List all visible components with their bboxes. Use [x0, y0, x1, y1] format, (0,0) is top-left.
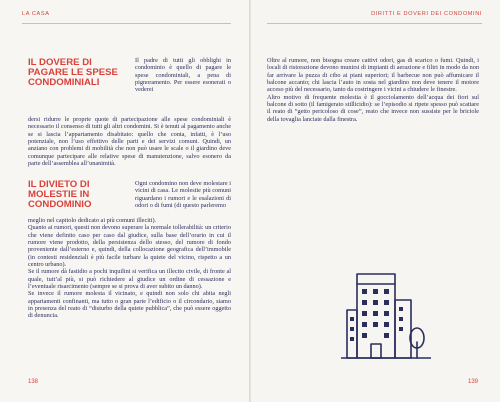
section-heading-molestie: IL DIVIETO DI MOLESTIE IN CONDOMINIO [28, 179, 92, 211]
right-page [251, 0, 500, 402]
left-page [0, 0, 249, 402]
section-intro-molestie: Ogni condomino non deve molestare i vicini di casa. Le molestie più comuni riguardano i rumori e le esalazioni di odori o di fumi (di questo parleremo [135, 180, 231, 210]
paragraph: Quanto ai rumori, questi non devono superare la normale tollerabilità: un criterio che viene definito caso per caso dal giudice, sulla base dell’orario in cui il rumore viene prodotto, della persistenza dello stesso, del rumore di fondo proveniente dall’esterno e, quindi, della collocazione geografica dell’immobile (in contesti residenziali è più facile turbare la quiete del vicino, rispetto a un centro urbano). [28, 224, 231, 269]
paragraph: meglio nel capitolo dedicato ai più comuni illeciti). [28, 217, 157, 224]
apartment-building-icon [341, 262, 431, 362]
paragraph: Altro motivo di frequente molestia è il gocciolamento dell’acqua dei fiori sul balcone di sotto (il famigerato stillicidio): se l’episodio si ripete spesso può scattare il reato di “getto pericoloso di cose”, reato che invece non sussiste per le briciole della tovaglia lanciate dalla finestra. [267, 93, 479, 123]
paragraph: Se invece il rumore molesta il vicinato, e quindi non solo chi abita negli appartamenti confinanti, ma tutto o gran parte l’edificio o il circondario, siamo in presenza del reato di “disturbo della quiete pubblica”, che può essere oggetto di denuncia. [28, 290, 231, 320]
section-body-molestie [28, 217, 231, 320]
section-heading-spese: IL DOVERE DI PAGARE LE SPESE CONDOMINIALI [28, 57, 118, 89]
paragraph: Oltre al rumore, non bisogna creare cattivi odori, gas di scarico o fumi. Quindi, i locali di ristorazione devono munirsi di impianti di aerazione e filtri in modo da non far arrivare la puzza di cibo ai piani superiori; il barbecue non può affumicare il balcone accanto; chi lascia l’auto in sosta nel giardino non deve tenere il motore acceso più del necessario, tanto da costringere i vicini a chiudere le finestre. [267, 57, 479, 94]
page-number-right: 139 [467, 379, 478, 385]
right-page-body [267, 57, 479, 123]
paragraph: Se il rumore dà fastidio a pochi inquilini si verifica un illecito civile, di fronte al quale, tutt’al più, si può richiedere al giudice un ordine di cessazione e l’eventuale risarcimento (sempre se si prova di aver subito un danno). [28, 268, 231, 291]
page-number-left: 138 [28, 379, 39, 385]
section-body-spese: dersi ridurre le proprie quote di partecipazione alle spese condominiali è necessario il consenso di tutti gli altri condomini. Si è tenuti al pagamento anche se si lascia l’appartamento disabitato: quello che conta, infatti, è l’uso potenziale, non l’uso effettivo delle parti e dei servizi comuni. Quindi, un anziano con problemi di mobilità che non può usare le scale o il giardino deve comunque partecipare alle relative spese di manutenzione, salvo esonero da parte dell’assemblea all’unanimità. [28, 116, 231, 168]
section-intro-spese: Il padre di tutti gli obblighi in condominio è quello di pagare le spese condominiali, a pena di pignoramento. Per essere esonerati o vederei [135, 57, 231, 94]
running-head-left: LA CASA [22, 11, 231, 24]
running-head-right: DIRITTI E DOVERI DEI CONDOMINI [267, 11, 482, 24]
